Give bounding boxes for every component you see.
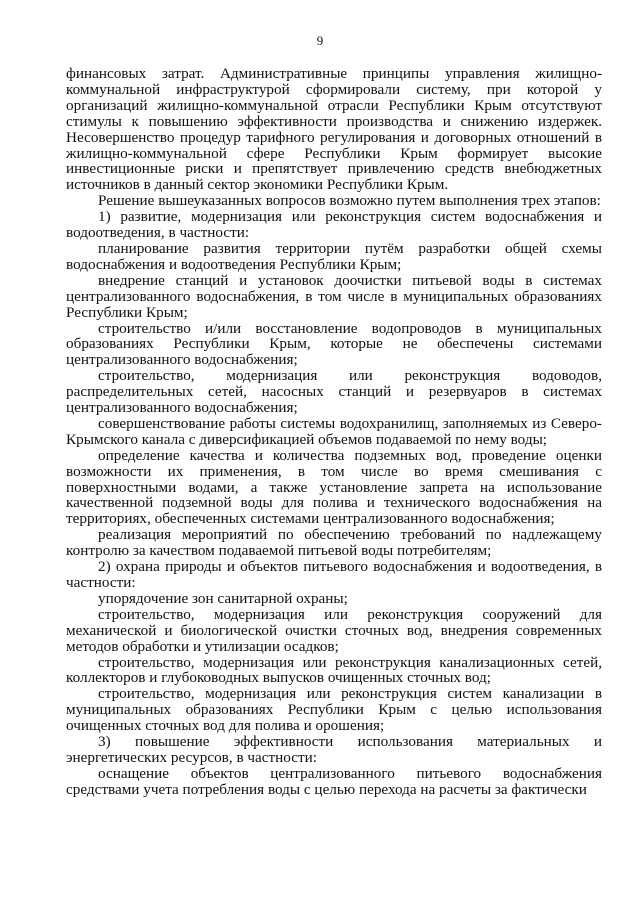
document-body (66, 66, 602, 798)
paragraph-stage-2: 2) охрана природы и объектов питьевого водоснабжения и водоотведения, в частности: (66, 558, 602, 591)
paragraph-item: планирование развития территории путём разработки общей схемы водоснабжения и водоотведения Республики Крым; (66, 239, 602, 273)
paragraph-item: внедрение станций и установок доочистки питьевой воды в системах централизованного водоснабжения, в том числе в муниципальных образованиях Республики Крым; (66, 271, 602, 321)
paragraph-item: строительство, модернизация или реконструкция канализационных сетей, коллекторов и глубоководных выпусков очищенных сточных вод; (66, 653, 602, 687)
paragraph-item: строительство и/или восстановление водопроводов в муниципальных образованиях Республики Крым, которые не обеспечены системами централизованного водоснабжения; (66, 319, 602, 369)
paragraph-stage-1: 1) развитие, модернизация или реконструкция систем водоснабжения и водоотведения, в частности: (66, 208, 602, 242)
paragraph-solution-intro: Решение вышеуказанных вопросов возможно путем выполнения трех этапов: (98, 192, 601, 210)
paragraph-item: совершенствование работы системы водохранилищ, заполняемых из Северо-Крымского канала с диверсификацией объемов подаваемой по нему воды; (66, 414, 602, 448)
page-number: 9 (316, 33, 324, 48)
paragraph-item: строительство, модернизация или реконструкция систем канализации в муниципальных образованиях Республики Крым с целью использования очищенных сточных вод для полива и орошения; (66, 685, 602, 735)
paragraph-item: определение качества и количества подземных вод, проведение оценки возможности их применения, в том числе во время смешивания с поверхностными водами, а также установление запрета на использование качественной подземной воды для полива и технического водоснабжения на территориях, обеспеченных системами централизованного водоснабжения; (66, 446, 602, 528)
paragraph-item: оснащение объектов централизованного питьевого водоснабжения средствами учета потребления воды с целью перехода на расчеты за фактически (66, 764, 602, 798)
paragraph-item: реализация мероприятий по обеспечению требований по надлежащему контролю за качеством подаваемой питьевой воды потребителям; (66, 526, 602, 560)
paragraph-continuation: финансовых затрат. Административные принципы управления жилищно-коммунальной инфраструктурой сформировали систему, при которой у организаций жилищно-коммунальной отрасли Республики Крым отсутствуют стимулы к повышению эффективности производства и снижению издержек. Несовершенство процедур тарифного регулирования и договорных отношений в жилищно-коммунальной сфере Республики Крым формирует высокие инвестиционные риски и препятствует привлечению средств внебюджетных источников в данный сектор экономики Республики Крым. (66, 65, 602, 194)
paragraph-stage-3: 3) повышение эффективности использования материальных и энергетических ресурсов, в частности: (66, 733, 602, 766)
paragraph-item: строительство, модернизация или реконструкция сооружений для механической и биологической очистки сточных вод, внедрения современных методов обработки и утилизации осадков; (66, 605, 602, 655)
paragraph-item: строительство, модернизация или реконструкция водоводов, распределительных сетей, насосных станций и резервуаров в системах централизованного водоснабжения; (66, 367, 602, 417)
paragraph-item: упорядочение зон санитарной охраны; (98, 589, 348, 607)
